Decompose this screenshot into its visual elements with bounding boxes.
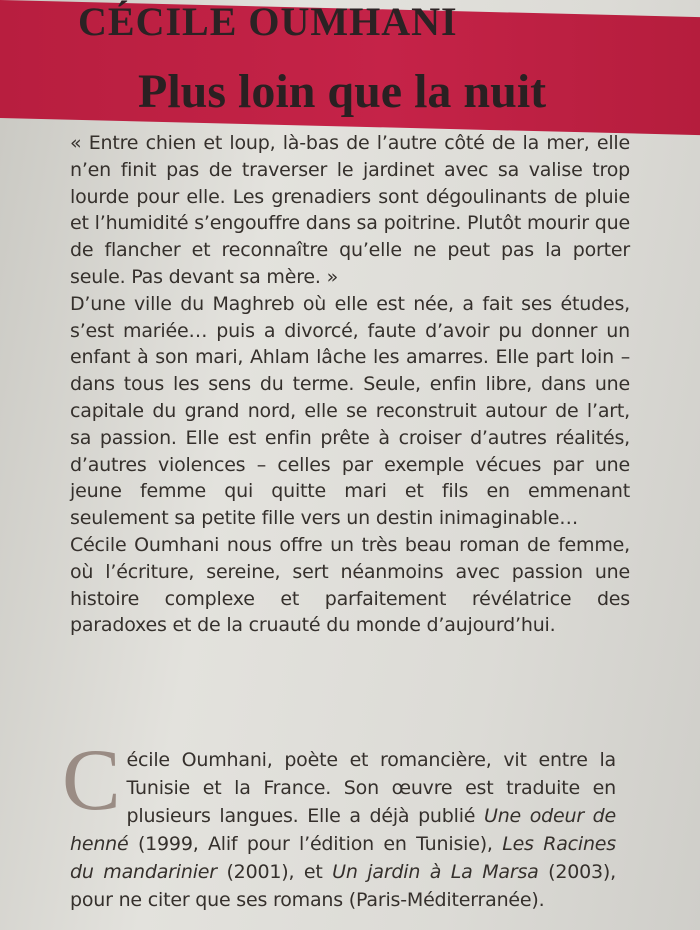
author-bio <box>62 732 617 914</box>
bio-book-2: Les Racines du mandarinier <box>70 833 616 883</box>
bio-book-1: Une odeur de henné <box>70 805 617 855</box>
bio-book-3: Un jardin à La Marsa <box>332 861 539 883</box>
bio-lead: écile Oumhani, poète et romancière, vit entre la Tunisie et la France. Son œuvre est traduite en plusieurs langues. Elle a déjà publié <box>126 749 616 827</box>
blurb-review: Cécile Oumhani nous offre un très beau roman de femme, où l’écriture, sereine, sert néanmoins avec passion une histoire complexe et parfaitement révélatrice des paradoxes et de la cruauté du monde d’aujourd’hui. <box>70 533 630 637</box>
bio-tail: (2003), pour ne citer que ses romans (Paris-Méditerranée). <box>70 861 616 911</box>
bio-dropcap: C <box>62 732 121 829</box>
bio-mid-2: (2001), et <box>216 861 333 883</box>
bio-paragraph <box>62 732 617 914</box>
bio-mid-1: (1999, Alif pour l’édition en Tunisie), <box>128 833 503 855</box>
blurb-summary: D’une ville du Maghreb où elle est née, a fait ses études, s’est mariée… puis a divorcé, faute d’avoir pu donner un enfant à son mari, Ahlam lâche les amarres. Elle part loin – dans tous les sens du terme. Seule, enfin libre, dans une capitale du grand nord, elle se reconstruit autour de l’art, sa passion. Elle est enfin prête à croiser d’autres réalités, d’autres violences – celles par exemple vécues par une jeune femme qui quitte mari et fils en emmenant seulement sa petite fille vers un destin inimaginable… <box>70 292 630 530</box>
blurb-text <box>70 130 630 639</box>
book-title: Plus loin que la nuit <box>138 65 547 118</box>
author-name: CÉCILE OUMHANI <box>78 0 458 44</box>
blurb-quote: « Entre chien et loup, là-bas de l’autre côté de la mer, elle n’en finit pas de traverser le jardinet avec sa valise trop lourde pour elle. Les grenadiers sont dégoulinants de pluie et l’humidité s’engouffre dans sa poitrine. Plutôt mourir que de flancher et reconnaître qu’elle ne peut pas la porter seule. Pas devant sa mère. » <box>70 132 630 288</box>
